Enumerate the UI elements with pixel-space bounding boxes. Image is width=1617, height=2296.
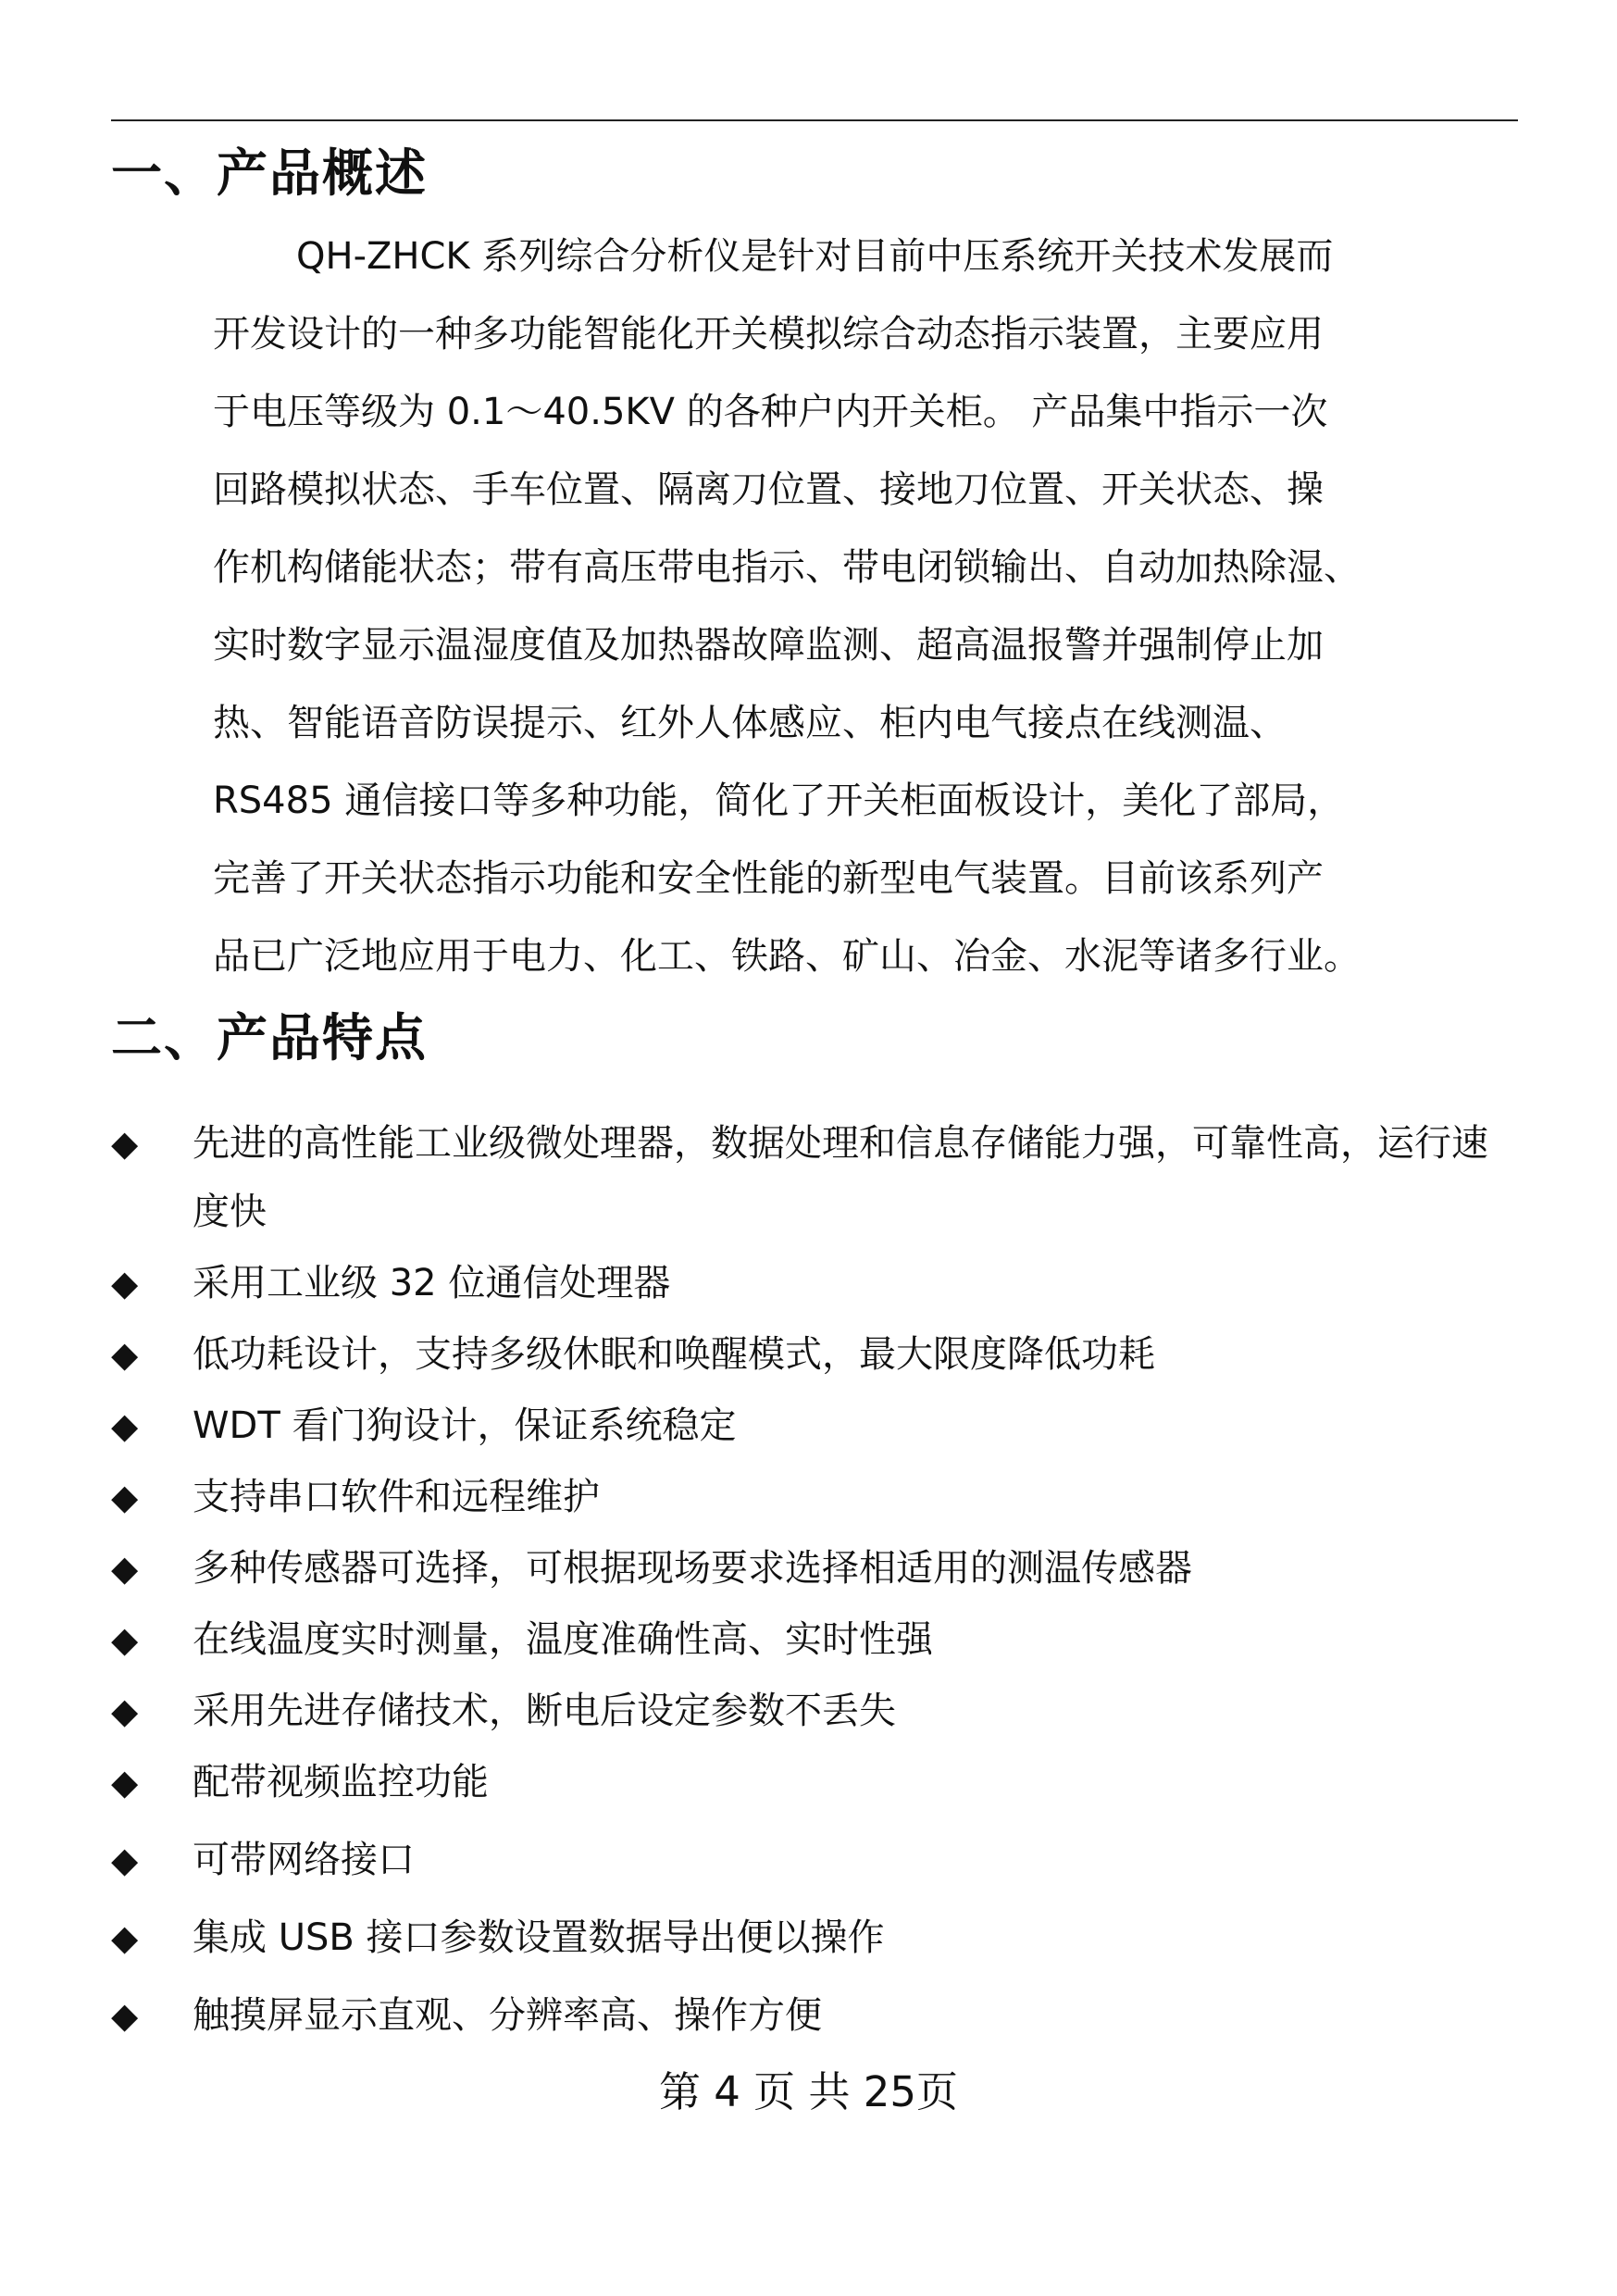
feature-text: 配带视频监控功能 bbox=[193, 1761, 489, 1803]
feature-item bbox=[111, 1469, 1527, 1525]
diamond-bullet-icon: ◆ bbox=[111, 1619, 139, 1660]
diamond-bullet-icon: ◆ bbox=[111, 1917, 139, 1958]
feature-item bbox=[111, 1832, 1527, 1888]
feature-item bbox=[111, 1541, 1527, 1596]
feature-text: WDT 看门狗设计，保证系统稳定 bbox=[193, 1404, 737, 1447]
feature-item bbox=[111, 1754, 1527, 1810]
diamond-bullet-icon: ◆ bbox=[111, 1548, 139, 1589]
feature-text: 采用先进存储技术，断电后设定参数不丢失 bbox=[193, 1690, 896, 1732]
feature-text: 触摸屏显示直观、分辨率高、操作方便 bbox=[193, 1994, 822, 2037]
paragraph-line: 开发设计的一种多功能智能化开关模拟综合动态指示装置，主要应用 bbox=[213, 313, 1324, 356]
paragraph-line: 回路模拟状态、手车位置、隔离刀位置、接地刀位置、开关状态、操 bbox=[213, 468, 1324, 511]
feature-item bbox=[111, 1612, 1527, 1667]
feature-text: 集成 USB 接口参数设置数据导出便以操作 bbox=[193, 1916, 885, 1959]
feature-text: 可带网络接口 bbox=[193, 1839, 415, 1881]
diamond-bullet-icon: ◆ bbox=[111, 1334, 139, 1375]
diamond-bullet-icon: ◆ bbox=[111, 1263, 139, 1304]
overview-paragraph bbox=[213, 224, 1444, 1002]
diamond-bullet-icon: ◆ bbox=[111, 1762, 139, 1803]
section-title-features: 二、产品特点 bbox=[111, 1008, 429, 1067]
diamond-bullet-icon: ◆ bbox=[111, 1123, 139, 1164]
feature-text: 在线温度实时测量，温度准确性高、实时性强 bbox=[193, 1618, 933, 1661]
paragraph-line: RS485 通信接口等多种功能，简化了开关柜面板设计，美化了部局， bbox=[213, 780, 1345, 822]
diamond-bullet-icon: ◆ bbox=[111, 1995, 139, 2036]
feature-item bbox=[111, 1109, 1516, 1246]
paragraph-line: 作机构储能状态；带有高压带电指示、带电闭锁输出、自动加热除湿、 bbox=[213, 546, 1361, 589]
feature-list bbox=[111, 1109, 1527, 2065]
feature-text: 低功耗设计，支持多级休眠和唤醒模式，最大限度降低功耗 bbox=[193, 1333, 1155, 1376]
feature-text: 采用工业级 32 位通信处理器 bbox=[193, 1262, 671, 1304]
diamond-bullet-icon: ◆ bbox=[111, 1405, 139, 1446]
diamond-bullet-icon: ◆ bbox=[111, 1477, 139, 1517]
paragraph-line: 完善了开关状态指示功能和安全性能的新型电气装置。目前该系列产 bbox=[213, 857, 1324, 900]
feature-item bbox=[111, 1988, 1527, 2043]
page-number-footer: 第 4 页 共 25页 bbox=[658, 2067, 959, 2116]
feature-item bbox=[111, 1255, 1527, 1311]
feature-item bbox=[111, 1398, 1527, 1454]
paragraph-line: 实时数字显示温湿度值及加热器故障监测、超高温报警并强制停止加 bbox=[213, 624, 1324, 667]
feature-item bbox=[111, 1683, 1527, 1739]
section-title-overview: 一、产品概述 bbox=[111, 144, 429, 203]
feature-text: 支持串口软件和远程维护 bbox=[193, 1476, 600, 1518]
header-rule bbox=[111, 119, 1518, 121]
paragraph-line: 热、智能语音防误提示、红外人体感应、柜内电气接点在线测温、 bbox=[213, 702, 1287, 744]
feature-text: 多种传感器可选择，可根据现场要求选择相适用的测温传感器 bbox=[193, 1547, 1192, 1590]
feature-item bbox=[111, 1910, 1527, 1965]
diamond-bullet-icon: ◆ bbox=[111, 1691, 139, 1731]
diamond-bullet-icon: ◆ bbox=[111, 1840, 139, 1880]
paragraph-line: 于电压等级为 0.1～40.5KV 的各种户内开关柜。 产品集中指示一次 bbox=[213, 391, 1328, 433]
paragraph-line: 品已广泛地应用于电力、化工、铁路、矿山、冶金、水泥等诸多行业。 bbox=[213, 935, 1361, 978]
feature-text: 先进的高性能工业级微处理器，数据处理和信息存储能力强，可靠性高，运行速度快 bbox=[193, 1122, 1488, 1233]
feature-item bbox=[111, 1327, 1527, 1382]
paragraph-line: QH-ZHCK 系列综合分析仪是针对目前中压系统开关技术发展而 bbox=[296, 235, 1334, 278]
